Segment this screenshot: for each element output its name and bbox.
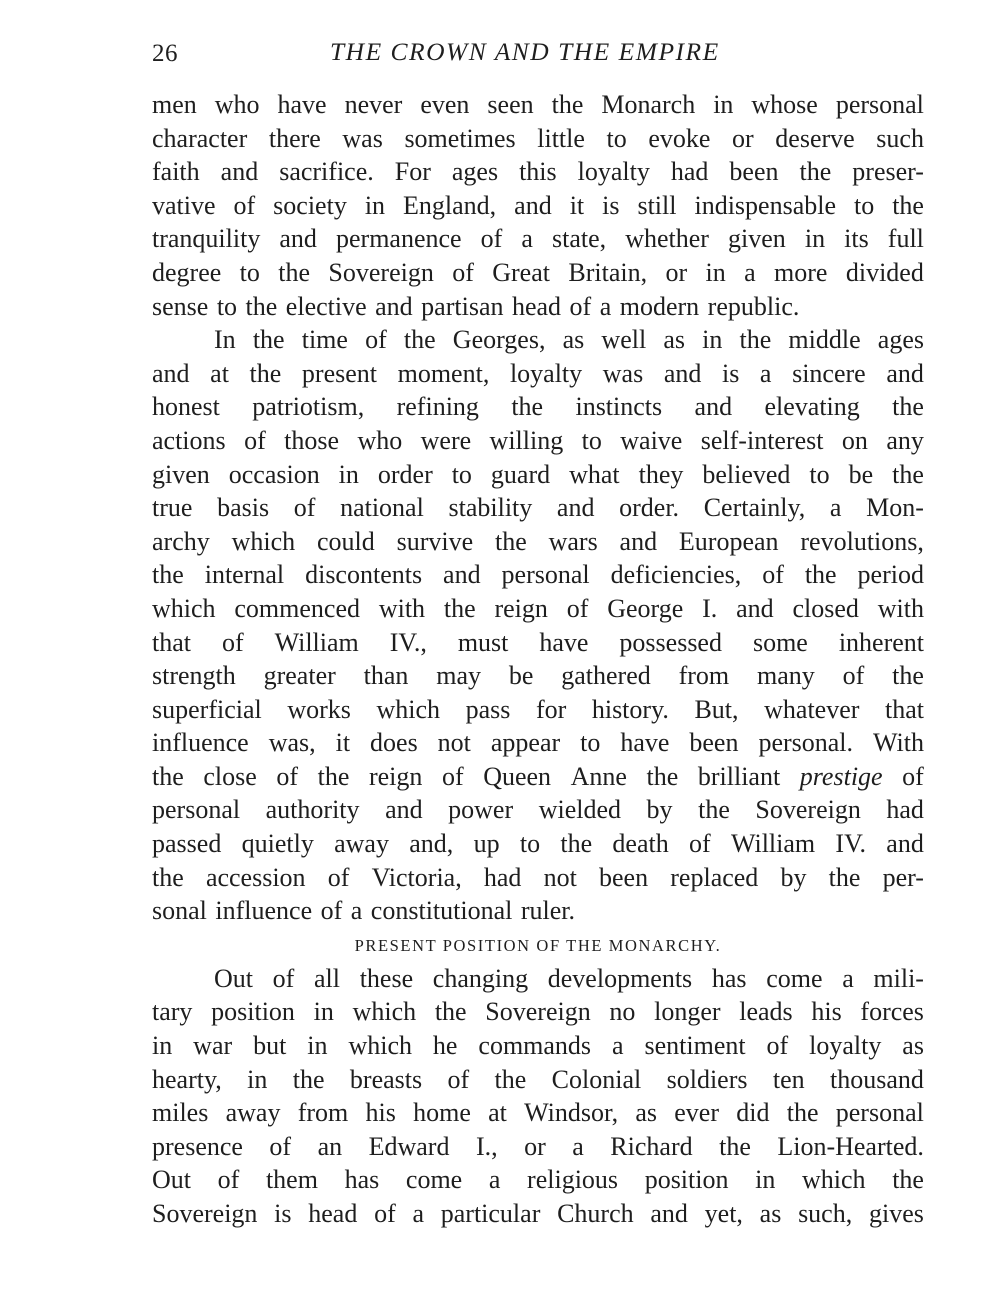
text-line: passed quietly away and, up to the death of William IV. and: [152, 829, 924, 859]
text-line: true basis of national stability and order. Certainly, a Mon-: [152, 493, 924, 523]
text-line: Out of all these changing developments has come a mili-: [214, 963, 924, 993]
text-line: in war but in which he commands a sentiment of loyalty as: [152, 1031, 924, 1061]
text-line: tranquility and permanence of a state, whether given in its full: [152, 224, 924, 254]
text-line: Out of them has come a religious position in which the: [152, 1165, 924, 1195]
text-line: archy which could survive the wars and European revolutions,: [152, 526, 924, 556]
text-line: the close of the reign of Queen Anne the brilliant prestige of: [152, 761, 924, 791]
text-line: given occasion in order to guard what they believed to be the: [152, 459, 924, 489]
text-line: hearty, in the breasts of the Colonial soldiers ten thousand: [152, 1064, 924, 1094]
text-line: superficial works which pass for history. But, whatever that: [152, 694, 924, 724]
body-text: [152, 88, 924, 1231]
text-line: personal authority and power wielded by the Sovereign had: [152, 795, 924, 825]
text-line: tary position in which the Sovereign no longer leads his forces: [152, 997, 924, 1027]
text-line: influence was, it does not appear to have been personal. With: [152, 728, 924, 758]
text-line: Sovereign is head of a particular Church and yet, as such, gives: [152, 1199, 924, 1228]
running-head: THE CROWN AND THE EMPIRE: [330, 37, 720, 66]
text-line: vative of society in England, and it is still indispensable to the: [152, 190, 924, 220]
text-line: strength greater than may be gathered from many of the: [152, 661, 924, 691]
text-line: actions of those who were willing to waive self-interest on any: [152, 425, 924, 455]
text-line: faith and sacrifice. For ages this loyalty had been the preser-: [152, 157, 924, 187]
text-line: the accession of Victoria, had not been replaced by the per-: [152, 862, 924, 892]
text-line: and at the present moment, loyalty was and is a sincere and: [152, 358, 924, 388]
text-line: presence of an Edward I., or a Richard the Lion-Hearted.: [152, 1131, 924, 1161]
page-number: 26: [152, 40, 178, 67]
text-line: honest patriotism, refining the instincts and elevating the: [152, 392, 924, 422]
text-line: that of William IV., must have possessed some inherent: [152, 627, 924, 657]
text-line: character there was sometimes little to evoke or deserve such: [152, 123, 924, 153]
section-heading: PRESENT POSITION OF THE MONARCHY.: [354, 935, 722, 955]
text-line: miles away from his home at Windsor, as ever did the personal: [152, 1098, 924, 1128]
text-line: sonal influence of a constitutional ruler.: [152, 896, 575, 926]
text-line: In the time of the Georges, as well as in the middle ages: [214, 325, 924, 355]
text-line: men who have never even seen the Monarch in whose personal: [152, 90, 924, 119]
text-line: the internal discontents and personal deficiencies, of the period: [152, 560, 924, 590]
text-line: degree to the Sovereign of Great Britain, or in a more divided: [152, 257, 924, 287]
text-line: which commenced with the reign of George I. and closed with: [152, 593, 924, 623]
text-line: sense to the elective and partisan head of a modern republic.: [152, 291, 800, 321]
